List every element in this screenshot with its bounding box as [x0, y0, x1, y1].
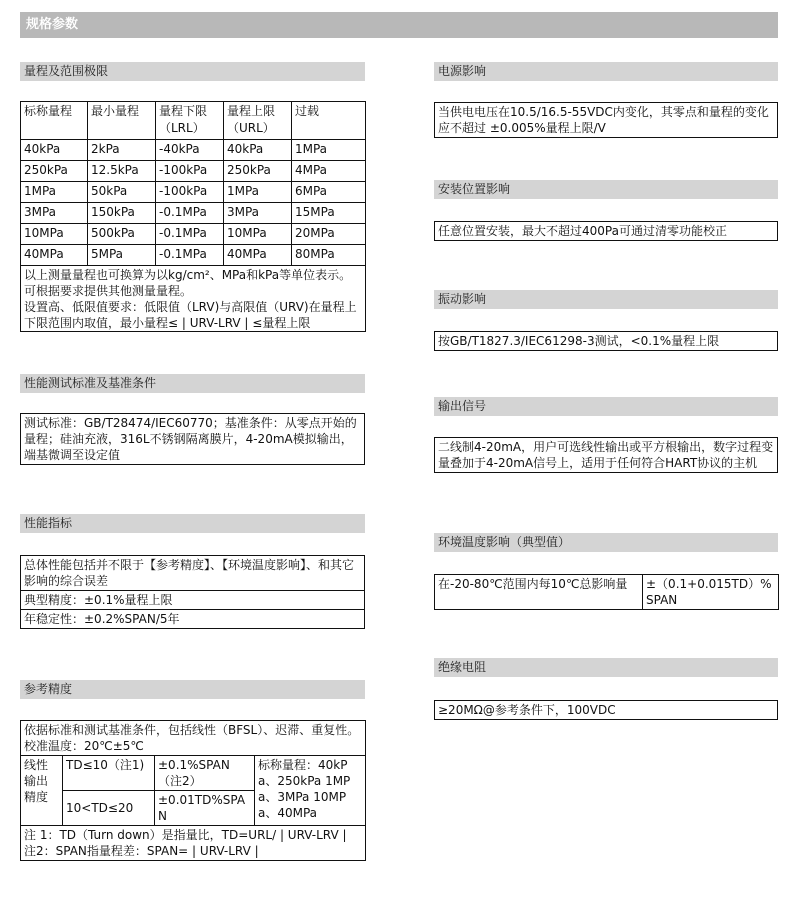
range-col-header: 过载 [292, 102, 366, 140]
page-title: 规格参数 [20, 12, 778, 38]
range-col-header: 量程下限（LRL） [156, 102, 224, 140]
table-row [21, 245, 366, 266]
table-row [435, 575, 779, 610]
output-heading: 输出信号 [434, 397, 778, 416]
table-cell: 1MPa [292, 140, 366, 161]
accuracy-note1: 注 1：TD（Turn down）是指量比，TD=URL/ | URV-LRV | [24, 828, 347, 842]
table-row [21, 224, 366, 245]
performance-typical: 典型精度：±0.1%量程上限 [21, 591, 365, 610]
table-row [21, 610, 365, 629]
table-row [21, 203, 366, 224]
range-heading: 量程及范围极限 [20, 62, 365, 81]
accuracy-heading: 参考精度 [20, 680, 365, 699]
performance-table [20, 555, 365, 629]
range-notes-row [21, 266, 366, 332]
table-cell: 10MPa [224, 224, 292, 245]
insulation-box: ≥20MΩ@参考条件下，100VDC [434, 700, 778, 720]
mount-box: 任意位置安装，最大不超过400Pa可通过清零功能校正 [434, 221, 778, 241]
table-cell: 4MPa [292, 161, 366, 182]
power-heading: 电源影响 [434, 62, 778, 81]
range-table [20, 101, 366, 332]
standard-box: 测试标准：GB/T28474/IEC60770；基准条件：从零点开始的量程；硅油充液，316L不锈钢隔离膜片，4-20mA模拟输出，端基微调至设定值 [20, 413, 365, 465]
table-cell: 12.5kPa [88, 161, 156, 182]
table-row [21, 182, 366, 203]
table-cell: 1MPa [21, 182, 88, 203]
table-cell: 500kPa [88, 224, 156, 245]
table-cell: 150kPa [88, 203, 156, 224]
accuracy-val2: ±0.01TD%SPAN [155, 791, 255, 826]
table-cell: 6MPa [292, 182, 366, 203]
accuracy-ranges: 标称量程：40kPa、250kPa 1MPa、3MPa 10MPa、40MPa [255, 756, 366, 826]
table-cell: 250kPa [21, 161, 88, 182]
accuracy-table [20, 720, 366, 861]
accuracy-td1: TD≤10（注1) [63, 756, 155, 791]
table-cell: 80MPa [292, 245, 366, 266]
table-row [21, 756, 366, 791]
table-cell: 2kPa [88, 140, 156, 161]
table-row [21, 161, 366, 182]
temperature-table [434, 574, 779, 610]
table-cell: 40kPa [21, 140, 88, 161]
table-cell: 40MPa [224, 245, 292, 266]
table-row [21, 556, 365, 591]
power-box: 当供电电压在10.5/16.5-55VDC内变化，其零点和量程的变化应不超过 ±0.005%量程上限/V [434, 102, 778, 138]
table-row [21, 721, 366, 756]
range-col-header: 标称量程 [21, 102, 88, 140]
accuracy-val1: ±0.1%SPAN（注2） [155, 756, 255, 791]
insulation-heading: 绝缘电阻 [434, 658, 778, 677]
table-cell: -100kPa [156, 182, 224, 203]
table-cell: 1MPa [224, 182, 292, 203]
table-cell: -0.1MPa [156, 245, 224, 266]
accuracy-intro: 依据标准和测试基准条件，包括线性（BFSL）、迟滞、重复性。校准温度：20℃±5℃ [21, 721, 366, 756]
table-cell: 40kPa [224, 140, 292, 161]
table-cell: -100kPa [156, 161, 224, 182]
table-cell: 20MPa [292, 224, 366, 245]
range-col-header: 量程上限（URL） [224, 102, 292, 140]
temperature-heading: 环境温度影响（典型值） [434, 533, 778, 552]
performance-stability: 年稳定性：±0.2%SPAN/5年 [21, 610, 365, 629]
table-cell: 5MPa [88, 245, 156, 266]
range-notes [21, 266, 366, 332]
temperature-value: ±（0.1+0.015TD）%SPAN [643, 575, 779, 610]
performance-heading: 性能指标 [20, 514, 365, 533]
range-col-header: 最小量程 [88, 102, 156, 140]
temperature-condition: 在-20-80℃范围内每10℃总影响量 [435, 575, 643, 610]
table-cell: 3MPa [224, 203, 292, 224]
table-row [21, 826, 366, 861]
vibration-heading: 振动影响 [434, 290, 778, 309]
table-row [21, 140, 366, 161]
range-header-row [21, 102, 366, 140]
accuracy-notes [21, 826, 366, 861]
accuracy-row-label: 线性输出精度 [21, 756, 63, 826]
table-cell: -40kPa [156, 140, 224, 161]
table-cell: -0.1MPa [156, 224, 224, 245]
standard-heading: 性能测试标准及基准条件 [20, 374, 365, 393]
table-cell: -0.1MPa [156, 203, 224, 224]
table-cell: 10MPa [21, 224, 88, 245]
range-note-limits: 设置高、低限值要求：低限值（LRV)与高限值（URV)在量程上下限范围内取值，最小量程≤ | URV-LRV | ≤量程上限 [24, 300, 357, 330]
table-cell: 50kPa [88, 182, 156, 203]
table-cell: 40MPa [21, 245, 88, 266]
accuracy-note2: 注2：SPAN指量程差：SPAN= | URV-LRV | [24, 844, 259, 858]
vibration-box: 按GB/T1827.3/IEC61298-3测试，<0.1%量程上限 [434, 331, 778, 351]
table-row [21, 591, 365, 610]
output-box: 二线制4-20mA，用户可选线性输出或平方根输出，数字过程变量叠加于4-20mA信号上，适用于任何符合HART协议的主机 [434, 437, 778, 473]
performance-overall: 总体性能包括并不限于【参考精度】、【环境温度影响】、和其它影响的综合误差 [21, 556, 365, 591]
table-cell: 250kPa [224, 161, 292, 182]
table-cell: 3MPa [21, 203, 88, 224]
range-note-units: 以上测量量程也可换算为以kg/cm²、MPa和kPa等单位表示。可根据要求提供其他测量量程。 [24, 268, 352, 298]
accuracy-td2: 10<TD≤20 [63, 791, 155, 826]
table-cell: 15MPa [292, 203, 366, 224]
mount-heading: 安装位置影响 [434, 180, 778, 199]
